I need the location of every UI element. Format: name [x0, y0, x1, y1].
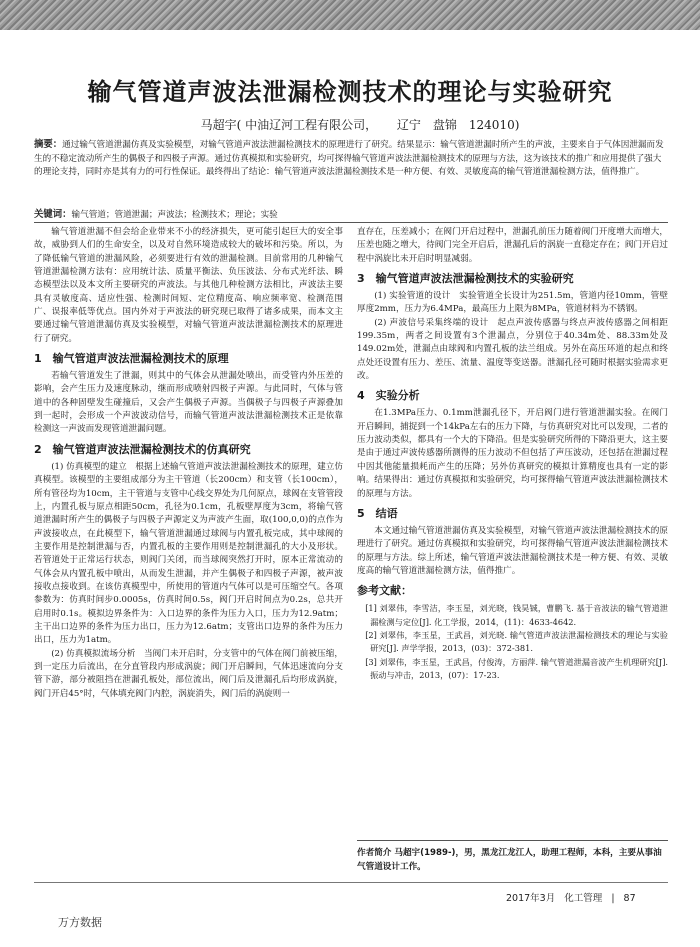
section-heading-5: 5 结语 [357, 506, 398, 520]
section-3-paragraph-2: (2) 声波信号采集终端的设计 起点声波传感器与终点声波传感器之间相距199.35m，两者之间设置有3个泄漏点，分别位于40.34m处、88.33m处及149.02m处，泄漏点由球阀和内置孔板的法兰组成。另外在高压环道的起点和终点处还设置有压力、差压、流量、温度等变送器。泄漏孔径可随时根据实验需求更改。 [357, 317, 668, 382]
section-1-paragraph: 若输气管道发生了泄漏，则其中的气体会从泄漏处喷出，而受管内外压差的影响，会产生压力及速度脉动，继而形成喷射四极子声源。与此同时，气体与管道中的各种固壁发生碰撞后，又会产生偶极子声源。当偶极子与四极子声源叠加到一起时，会形成一个声波波动信号，而输气管道声波法泄漏检测技术正是依靠检测这一声波而发现管道泄漏问题。 [34, 371, 343, 435]
author-line [150, 116, 570, 133]
reference-item: [2] 刘翠伟，李玉星，王武昌，刘光晓. 输气管道声波法泄漏检测技术的理论与实验研究[J]. 声学学报，2013，(03)：372-381. [365, 630, 668, 654]
section-4-paragraph: 在1.3MPa压力、0.1mm泄漏孔径下，开启阀门进行管道泄漏实验。在阀门开启瞬间，捕捉到一个14kPa左右的压力下降，与仿真研究对比可以发现，二者的压力波动类似，都具有一个大的下降沿。但是实验研究所得的下降沿更大，这主要是由于通过声波传感器所测得的压力波动不但包括了声压波动，还包括在泄漏过程中因其他能量损耗而产生的压降；另外仿真研究的模拟计算精度也具有一定的影响。结果得出：通过仿真模拟和实验研究，均可探得输气管道声波法泄漏检测技术的原理与方法。 [357, 408, 668, 499]
continued-paragraph: 直存在，压差减小；在阀门开启过程中，泄漏孔前压力随着阀门开度增大而增大，压差也随之增大，待阀门完全开启后，泄漏孔后的涡旋一直稳定存在；阀门开启过程中涡旋比未开启时明显减弱。 [357, 227, 668, 264]
header-divider [34, 222, 668, 223]
page-number: 87 [623, 893, 636, 904]
section-2-paragraph-2: (2) 仿真模拟流场分析 当阀门未开启时，分支管中的气体在阀门前被压缩，到一定压力后流出，在分直管段内形成涡旋；阀门开启瞬间，气体迅速流向分支管下游，部分被阻挡在泄漏孔板处，部位流出，阀门后及泄漏孔后均形成涡旋，阀门开启45°时，气体填充阀门内腔，涡旋消失，阀门后的涡旋则一 [34, 648, 343, 699]
section-heading-1: 1 输气管道声波法泄漏检测技术的原理 [34, 352, 229, 366]
author-location: 辽宁 盘锦 124010) [396, 118, 520, 132]
abstract-label: 摘要： [34, 139, 63, 150]
page-footer [500, 890, 636, 904]
keywords-label: 关键词： [34, 209, 72, 220]
reference-item: [1] 刘翠伟，李雪洁，李玉星，刘光晓，钱昊铖，曹鹏飞. 基于音波法的输气管道泄漏检测与定位[J]. 化工学报，2014，(11)：4633-4642. [365, 603, 668, 627]
footer-divider [34, 882, 668, 883]
section-heading-4: 4 实验分析 [357, 389, 420, 403]
issue-date: 2017年3月 [506, 893, 556, 904]
section-heading-2: 2 输气管道声波法泄漏检测技术的仿真研究 [34, 442, 251, 456]
abstract [34, 138, 668, 180]
keywords [34, 208, 668, 222]
abstract-text: 通过输气管道泄漏仿真及实验模型，对输气管道声波法泄漏检测技术的原理进行了研究。结果显示：输气管道泄漏时所产生的声波，主要来自于气体因泄漏而发生的不稳定流动所产生的偶极子和四极子声源。通过仿真模拟和实验研究，均可探得输气管道声波法泄漏检测技术的原理与方法，这为该技术的推广和应用提供了强大的理论支持，同时亦是其有力的可行性保证。最终得出了结论：输气管道声波法泄漏检测技术是一种方便、有效、灵敏度高的输气管道泄漏检测方法，值得推广。 [34, 140, 664, 178]
journal-name: 化工管理 [564, 893, 603, 904]
section-3-paragraph-1: (1) 实验管道的设计 实验管道全长设计为251.5m，管道内径10mm，管壁厚度2mm，压力为6.4MPa，最高压力上限为8MPa，管道材料为不锈钢。 [357, 291, 668, 315]
keywords-text: 输气管道；管道泄漏；声波法；检测技术；理论；实验 [71, 210, 278, 220]
paper-title: 输气管道声波法泄漏检测技术的理论与实验研究 [87, 78, 613, 106]
header-banner [0, 0, 700, 30]
section-heading-3: 3 输气管道声波法泄漏检测技术的实验研究 [357, 272, 574, 286]
footer-separator: | [611, 893, 615, 904]
watermark: 万方数据 [58, 916, 102, 929]
author-bio: 作者简介 马超宇(1989-)，男，黑龙江龙江人，助理工程师，本科，主要从事油气管道设计工作。 [357, 840, 668, 874]
references-heading: 参考文献： [357, 584, 412, 598]
references-list [357, 602, 668, 682]
left-column [34, 226, 343, 701]
reference-item: [3] 刘翠伟，李玉星，王武昌，付俊涛，方丽萍. 输气管道泄漏音波产生机理研究[J]. 振动与冲击，2013，(07)：17-23. [365, 656, 668, 681]
right-column [357, 226, 668, 683]
section-5-paragraph: 本文通过输气管道泄漏仿真及实验模型，对输气管道声波法泄漏检测技术的原理进行了研究。通过仿真模拟和实验研究，均可探得输气管道声波法泄漏检测技术的原理与方法。综上所述，输气管道声波法泄漏检测技术是一种方便、有效、灵敏度高的输气管道泄漏检测方法，值得推广。 [357, 525, 668, 576]
section-2-paragraph-1: (1) 仿真模型的建立 根据上述输气管道声波法泄漏检测技术的原理，建立仿真模型。该模型的主要组成部分为主干管道（长200cm）和支管（长100cm），所有管径均为10cm，主干管道与支管中心线交界处为几何原点，球阀在支管管段上，内置孔板与原点相距50cm，孔径为0.1cm，孔板壁厚度为3cm，将输气管道泄漏时所产生的偶极子与四极子声源定义为声波产生面，取(100,0,0)的点作为声波接收点，在此模型下，输气管道泄漏通过球阀与内置孔板完成，其中球阀的主要作用是控制泄漏与否，内置孔板的主要作用则是控制泄漏孔的大小及形状。若管道处于正常运行状态，则阀门关闭，而当球阀突然打开时，原本正常流动的气体会从内置孔板中喷出，从而发生泄漏，并产生偶极子和四极子声源，被声波接收点接收到。在该仿真模型中，所使用的管道内气体可以是可压缩空气。各项参数为：仿真时间步0.0005s，仿真时间0.5s，阀门开启时间点为0.2s，总共开启用时0.1s。模拟边界条件为：入口边界的条件为压力入口，压力为12.9atm；主干出口边界的条件为压力出口，压力为12.6atm；支管出口边界的条件为压力出口，压力为1atm。 [34, 461, 343, 646]
intro-paragraph: 输气管道泄漏不但会给企业带来不小的经济损失，更可能引起巨大的安全事故，威胁到人们的生命安全，以及对自然环境造成较大的破坏和污染。所以，为了降低输气管道的泄漏风险，必须要进行有效的泄漏检测。目前常用的几种输气管道泄漏检测方法有：应用统计法、质量平衡法、负压波法、分布式光纤法、瞬态模型法以及本文所主要研究的声波法。与其他几种检测方法相比，声波法主要具有灵敏度高、适应性强、检测时间短、定位精度高、响应频率宽、检测范围广、误报率低等优点。国内外对于声波法的研究现已取得了诸多成果，而本文主要通过输气管道泄漏仿真及实验模型，对输气管道声波法泄漏检测技术的原理进行了研究。 [34, 227, 343, 344]
author-affiliation: 马超宇( 中油辽河工程有限公司， [200, 118, 378, 132]
